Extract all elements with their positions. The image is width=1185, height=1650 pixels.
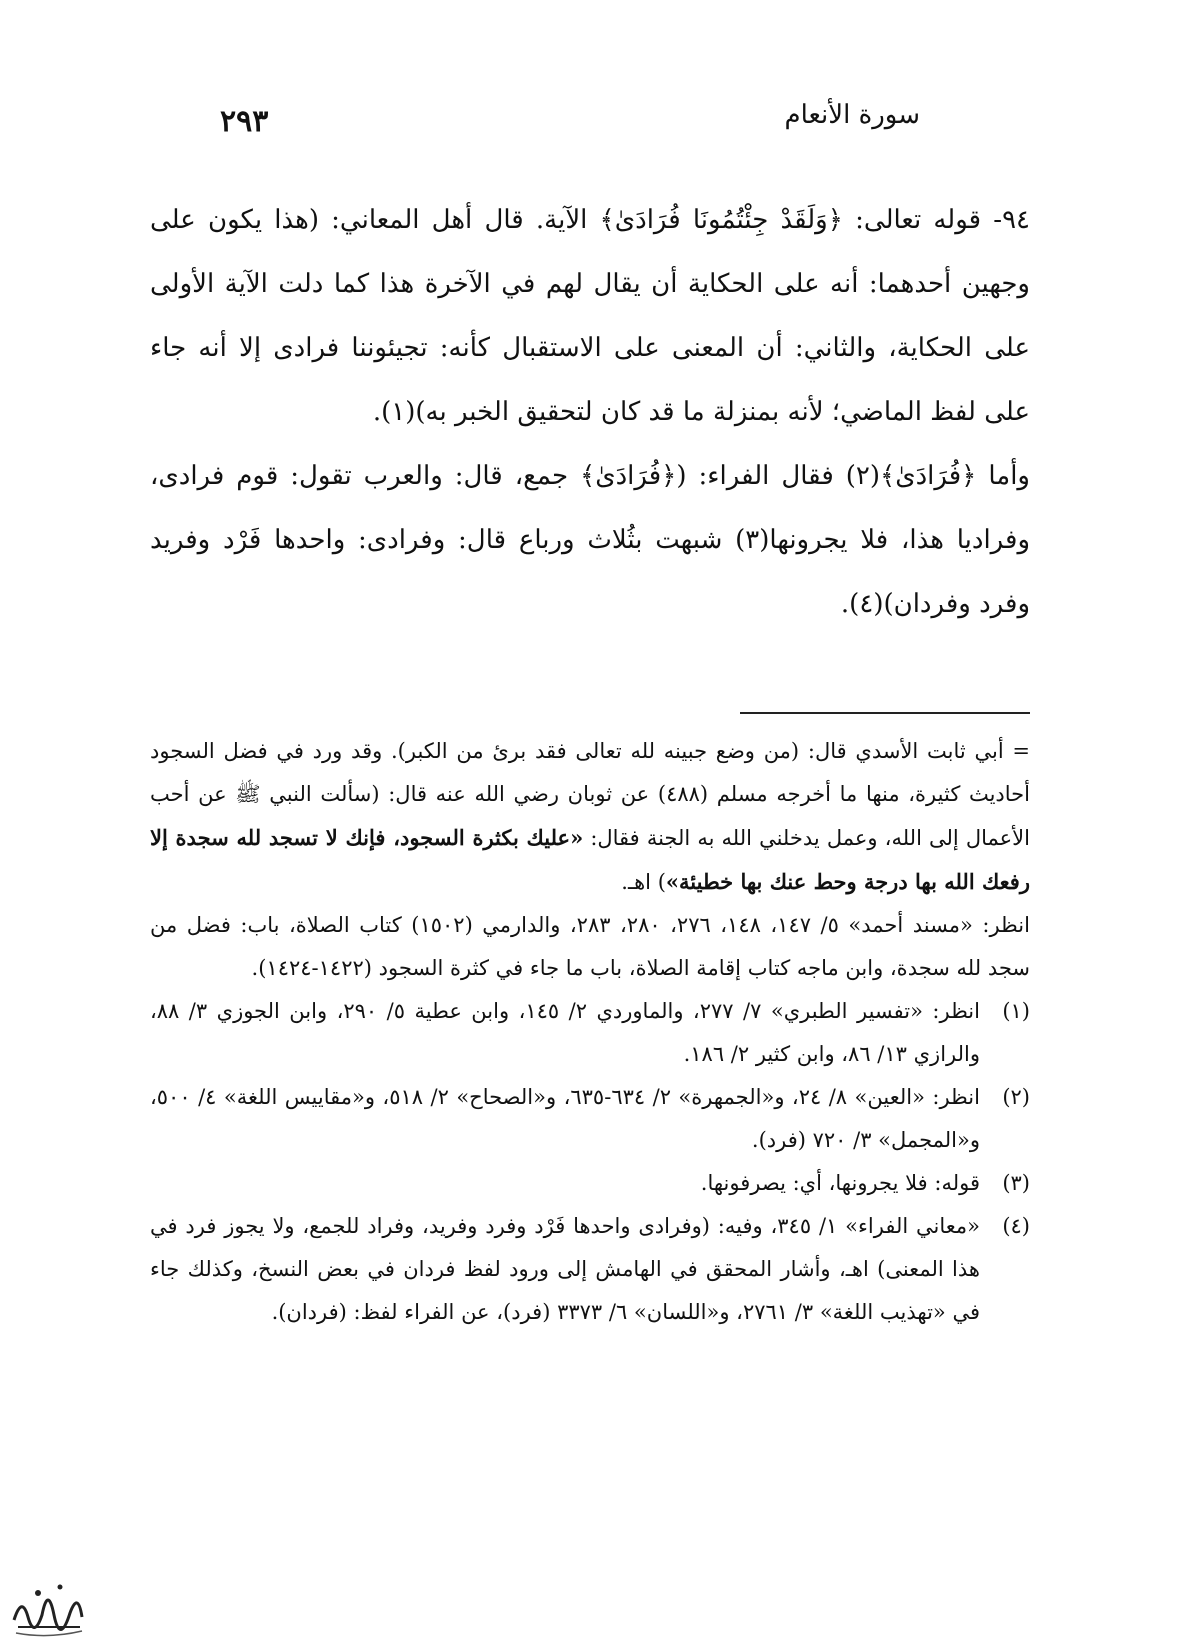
hadith-text: «عليك بكثرة السجود، فإنك لا تسجد لله سجدة إلا رفعك الله بها درجة وحط عنك بها خطيئة» — [150, 825, 1030, 894]
page-header — [220, 92, 920, 152]
footnote-text: ) اهـ. — [621, 870, 666, 894]
surah-title: سورة الأنعام — [784, 100, 920, 130]
footnotes-section — [150, 730, 1030, 1334]
footnote-text: انظر: «تفسير الطبري» ٧/ ٢٧٧، والماوردي ٢/ ١٤٥، وابن عطية ٥/ ٢٩٠، وابن الجوزي ٣/ ٨٨، والرازي ١٣/ ٨٦، وابن كثير ٢/ ١٨٦. — [150, 999, 980, 1066]
footnote-text: «معاني الفراء» ١/ ٣٤٥، وفيه: (وفرادى واحدها فَرْد وفرد وفريد، وفراد للجمع، ولا يجوز فرد في هذا المعنى) اهـ، وأشار المحقق في الهامش إلى ورود لفظ فردان في بعض النسخ، وكذلك جاء في «تهذيب اللغة» ٣/ ٢٧٦١، و«اللسان» ٦/ ٣٣٧٣ (فرد)، عن الفراء لفظ: (فردان). — [150, 1214, 980, 1324]
footnote-number: (١) — [1002, 999, 1030, 1023]
footnote-divider — [740, 712, 1030, 714]
main-text — [150, 188, 1030, 636]
page-number: ٢٩٣ — [220, 104, 269, 139]
footnote — [150, 990, 1030, 1076]
footnote — [150, 1076, 1030, 1162]
footnote-number: (٣) — [1002, 1171, 1030, 1195]
footnote-number: (٤) — [1002, 1214, 1030, 1238]
footnote-text: = أبي ثابت الأسدي قال: (من وضع جبينه لله تعالى فقد برئ من الكبر). وقد ورد في فضل السجود أحاديث كثيرة، منها ما أخرجه مسلم (٤٨٨) عن ثوبان رضي الله عنه قال: (سألت النبي ﷺ عن أحب الأعمال إلى الله، وعمل يدخلني الله به الجنة فقال: — [150, 739, 1031, 850]
footnote-continuation-refs: انظر: «مسند أحمد» ٥/ ١٤٧، ١٤٨، ٢٧٦، ٢٨٠، ٢٨٣، والدارمي (١٥٠٢) كتاب الصلاة، باب: فضل من سجد لله سجدة، وابن ماجه كتاب إقامة الصلاة، باب ما جاء في كثرة السجود (١٤٢٢-١٤٢٤). — [150, 913, 1030, 980]
paragraph: وأما ﴿فُرَادَىٰ﴾(٢) فقال الفراء: (﴿فُرَادَىٰ﴾ جمع، قال: والعرب تقول: قوم فرادى، وفراديا هذا، فلا يجرونها(٣) شبهت بثُلاث ورباع قال: وفرادى: واحدها فَرْد وفريد وفرد وفردان)(٤). — [150, 461, 1031, 619]
footnote-continuation — [150, 730, 1030, 904]
footnote-text: قوله: فلا يجرونها، أي: يصرفونها. — [700, 1171, 980, 1195]
paragraph: ٩٤- قوله تعالى: ﴿وَلَقَدْ جِئْتُمُونَا فُرَادَىٰ﴾ الآية. قال أهل المعاني: (هذا يكون على وجهين أحدهما: أنه على الحكاية أن يقال لهم في الآخرة هذا كما دلت الآية الأولى على الحكاية، والثاني: أن المعنى على الاستقبال كأنه: تجيئوننا فرادى إلا أنه جاء على لفظ الماضي؛ لأنه بمنزلة ما قد كان لتحقيق الخبر به)(١). — [150, 205, 1030, 427]
footnote-number: (٢) — [1002, 1085, 1030, 1109]
footnote — [150, 1205, 1030, 1334]
footnote — [150, 1162, 1030, 1205]
footnote-text: انظر: «العين» ٨/ ٢٤، و«الجمهرة» ٢/ ٦٣٤-٦٣٥، و«الصحاح» ٢/ ٥١٨، و«مقاييس اللغة» ٤/ ٥٠٠، و«المجمل» ٣/ ٧٢٠ (فرد). — [150, 1085, 980, 1152]
publisher-logo — [8, 1565, 88, 1640]
